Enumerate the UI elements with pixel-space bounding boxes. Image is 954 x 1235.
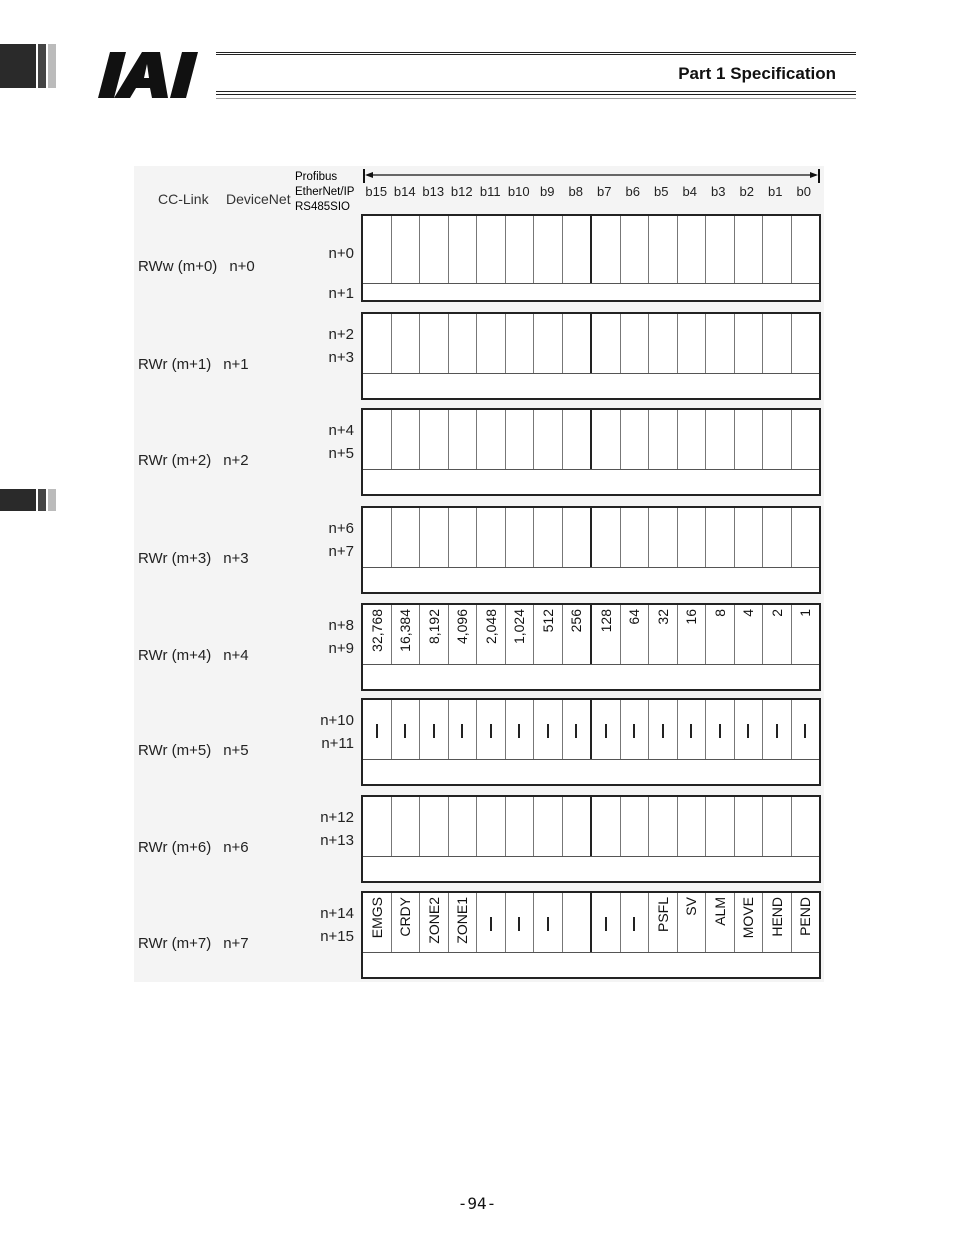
bit-cell	[448, 410, 477, 470]
row-label-cclink	[138, 647, 249, 664]
bit-cell	[533, 410, 562, 470]
bit-cell	[391, 893, 420, 953]
reserved-bit-mark	[518, 917, 520, 931]
page-header-title: Part 1 Specification	[678, 64, 836, 83]
bit-cell-label: 32	[654, 609, 671, 625]
devicenet-register: n+7	[223, 935, 249, 952]
row-label-cclink	[138, 258, 255, 275]
bit-cell	[762, 893, 791, 953]
reserved-bit-mark	[547, 917, 549, 931]
devicenet-register: n+1	[223, 356, 249, 373]
bit-cell	[391, 508, 420, 568]
bit-cell	[363, 893, 391, 953]
bit-cell	[648, 700, 677, 760]
register-word-field	[363, 952, 819, 977]
reserved-bit-mark	[547, 724, 549, 738]
bit-cell	[476, 314, 505, 374]
reserved-bit-mark	[433, 724, 435, 738]
bit-cell	[476, 700, 505, 760]
column-header-devicenet: DeviceNet	[226, 191, 291, 207]
reserved-bit-mark	[690, 724, 692, 738]
bit-cell	[734, 314, 763, 374]
bit-cell	[533, 700, 562, 760]
bit-cell	[391, 314, 420, 374]
reserved-bit-mark	[461, 724, 463, 738]
profibus-register: n+3	[328, 349, 354, 366]
bit-cell	[391, 410, 420, 470]
bit-cell	[620, 893, 649, 953]
reserved-bit-mark	[804, 724, 806, 738]
bit-cell	[419, 797, 448, 857]
bit-cell	[590, 216, 620, 284]
column-header-cclink: CC-Link	[158, 191, 209, 207]
header-rule-bottom	[216, 91, 856, 95]
row-label-cclink	[138, 550, 249, 567]
bit-cell	[448, 797, 477, 857]
register-block	[361, 214, 821, 302]
profibus-register: n+12	[320, 809, 354, 826]
bit-cell-label: 8,192	[425, 609, 442, 645]
cclink-register: RWw (m+0)	[138, 258, 218, 275]
profibus-register: n+15	[320, 928, 354, 945]
bit-cell	[620, 797, 649, 857]
profibus-register: n+4	[328, 422, 354, 439]
bit-cell	[762, 605, 791, 665]
bit-cell	[562, 797, 591, 857]
bit-cell	[419, 893, 448, 953]
bit-cell	[734, 508, 763, 568]
bit-cell-label: HEND	[768, 897, 785, 937]
bit-cell	[791, 700, 820, 760]
bit-cell	[448, 314, 477, 374]
bit-cell	[562, 700, 591, 760]
bit-cell	[533, 216, 562, 284]
bit-header-b3: b3	[711, 184, 726, 199]
devicenet-register: n+3	[223, 550, 249, 567]
bit-cell	[448, 700, 477, 760]
reserved-bit-mark	[490, 724, 492, 738]
bit-cell	[648, 893, 677, 953]
bit-cell	[590, 700, 620, 760]
register-block	[361, 795, 821, 883]
bit-header-b13: b13	[422, 184, 445, 199]
bit-cell-label: 8	[711, 609, 728, 617]
reserved-bit-mark	[404, 724, 406, 738]
reserved-bit-mark	[575, 724, 577, 738]
bit-cell	[620, 700, 649, 760]
register-word-field	[363, 567, 819, 592]
ethernetip-label: EtherNet/IP	[295, 186, 355, 198]
bit-cell	[448, 216, 477, 284]
bit-cell	[705, 605, 734, 665]
header-rule-top	[216, 52, 856, 55]
bit-cell-label: 32,768	[368, 609, 385, 652]
side-tab-marker-mid	[0, 489, 56, 511]
bit-cell	[505, 605, 534, 665]
bit-cell-label: SV	[683, 897, 700, 916]
iai-logo	[96, 50, 214, 100]
bit-cell	[590, 410, 620, 470]
bit-cell	[620, 314, 649, 374]
bit-cell	[476, 508, 505, 568]
bit-cell-label: PEND	[797, 897, 814, 936]
bit-cell	[648, 410, 677, 470]
bit-cell	[533, 508, 562, 568]
bit-header-b7: b7	[597, 184, 612, 199]
bit-cell-label: EMGS	[368, 897, 385, 939]
bit-cell	[562, 508, 591, 568]
page-number: -94-	[457, 1194, 497, 1213]
bit-cell	[562, 893, 591, 953]
bit-header-b2: b2	[739, 184, 754, 199]
devicenet-register: n+2	[223, 452, 249, 469]
bit-cell	[648, 216, 677, 284]
bit-cell	[791, 893, 820, 953]
bit-cell	[419, 508, 448, 568]
bit-cell	[620, 410, 649, 470]
bit-cell	[620, 605, 649, 665]
reserved-bit-mark	[490, 917, 492, 931]
bit-cell-label: CRDY	[397, 897, 414, 937]
cclink-register: RWr (m+6)	[138, 839, 212, 856]
bit-cell	[734, 797, 763, 857]
bit-cell	[677, 893, 706, 953]
row-label-cclink	[138, 356, 249, 373]
bit-cell	[505, 410, 534, 470]
bit-header-b11: b11	[479, 184, 501, 199]
register-word-field	[363, 856, 819, 881]
bit-cell	[791, 797, 820, 857]
bit-cell	[505, 797, 534, 857]
bit-cell	[677, 605, 706, 665]
bit-cell	[762, 508, 791, 568]
bit-cell	[363, 797, 391, 857]
bit-cell	[705, 893, 734, 953]
bit-cell	[363, 216, 391, 284]
bit-header-b0: b0	[796, 184, 811, 199]
bit-cell	[734, 893, 763, 953]
bit-cell	[533, 314, 562, 374]
rs485sio-label: RS485SIO	[295, 201, 350, 213]
profibus-label: Profibus	[295, 171, 338, 183]
bit-header-b9: b9	[540, 184, 555, 199]
bit-cell	[448, 508, 477, 568]
bit-cell	[590, 508, 620, 568]
bit-cell	[590, 314, 620, 374]
profibus-register: n+9	[328, 640, 354, 657]
devicenet-register: n+4	[223, 647, 249, 664]
bit-cell	[363, 314, 391, 374]
profibus-register: n+8	[328, 617, 354, 634]
profibus-register: n+13	[320, 832, 354, 849]
bit-cell	[590, 797, 620, 857]
bit-header-b1: b1	[768, 184, 783, 199]
bit-cell	[762, 216, 791, 284]
reserved-bit-mark	[605, 917, 607, 931]
profibus-register: n+2	[328, 326, 354, 343]
bit-cell	[505, 700, 534, 760]
bit-cell	[419, 216, 448, 284]
bit-cell	[734, 605, 763, 665]
cclink-register: RWr (m+5)	[138, 742, 212, 759]
bit-cell	[734, 216, 763, 284]
cclink-register: RWr (m+7)	[138, 935, 212, 952]
bit-cell	[590, 605, 620, 665]
devicenet-register: n+0	[229, 258, 255, 275]
bit-cell	[562, 410, 591, 470]
row-label-cclink	[138, 935, 249, 952]
bit-cell-label: ZONE1	[454, 897, 471, 944]
cclink-register: RWr (m+1)	[138, 356, 212, 373]
bit-cell	[762, 797, 791, 857]
register-block	[361, 698, 821, 786]
bit-cell	[363, 700, 391, 760]
bit-cell	[533, 893, 562, 953]
reserved-bit-mark	[605, 724, 607, 738]
profibus-register: n+14	[320, 905, 354, 922]
column-header-profibus	[295, 170, 354, 215]
bit-cell	[762, 700, 791, 760]
bit-cell	[705, 314, 734, 374]
bit-cell	[363, 605, 391, 665]
devicenet-register: n+5	[223, 742, 249, 759]
bit-range-arrow	[363, 169, 820, 183]
bit-header-b4: b4	[682, 184, 697, 199]
bit-cell	[476, 410, 505, 470]
register-block	[361, 506, 821, 594]
bit-cell-label: 512	[539, 609, 556, 633]
side-tab-marker-top	[0, 44, 56, 88]
bit-header-b6: b6	[625, 184, 640, 199]
bit-cell-label: 2	[768, 609, 785, 617]
profibus-register: n+0	[328, 245, 354, 262]
bit-cell	[791, 410, 820, 470]
reserved-bit-mark	[747, 724, 749, 738]
bit-cell	[419, 605, 448, 665]
reserved-bit-mark	[633, 917, 635, 931]
bit-cell	[677, 410, 706, 470]
bit-cell	[363, 410, 391, 470]
bit-cell-label: 2,048	[482, 609, 499, 645]
bit-cell	[391, 605, 420, 665]
bit-cell-label: 128	[597, 609, 614, 633]
bit-cell	[705, 797, 734, 857]
register-word-field	[363, 469, 819, 494]
bit-header-b5: b5	[654, 184, 669, 199]
reserved-bit-mark	[518, 724, 520, 738]
bit-cell	[562, 314, 591, 374]
bit-cell	[562, 216, 591, 284]
register-block	[361, 891, 821, 979]
bit-cell-label: 256	[568, 609, 585, 633]
bit-cell	[677, 314, 706, 374]
bit-cell-label: 64	[626, 609, 643, 625]
bit-cell	[705, 700, 734, 760]
bit-cell	[505, 314, 534, 374]
profibus-register: n+1	[328, 285, 354, 302]
bit-cell	[677, 508, 706, 568]
bit-cell	[476, 797, 505, 857]
bit-cell	[533, 605, 562, 665]
bit-cell	[677, 216, 706, 284]
register-word-field	[363, 373, 819, 398]
bit-cell	[648, 508, 677, 568]
bit-cell	[476, 605, 505, 665]
profibus-register: n+11	[321, 735, 354, 752]
bit-cell	[419, 314, 448, 374]
profibus-register: n+10	[320, 712, 354, 729]
bit-cell	[562, 605, 591, 665]
bit-cell	[391, 216, 420, 284]
bit-cell	[533, 797, 562, 857]
bit-cell	[505, 216, 534, 284]
bit-header-b10: b10	[507, 184, 530, 199]
bit-cell-label: ZONE2	[425, 897, 442, 944]
cclink-register: RWr (m+4)	[138, 647, 212, 664]
bit-cell-label: PSFL	[654, 897, 671, 933]
bit-cell	[705, 410, 734, 470]
header-rule-thin	[216, 98, 856, 99]
bit-cell	[448, 605, 477, 665]
bit-cell	[419, 700, 448, 760]
register-block	[361, 312, 821, 400]
bit-cell	[677, 700, 706, 760]
bit-cell	[762, 314, 791, 374]
register-block	[361, 603, 821, 691]
bit-cell	[791, 508, 820, 568]
bit-cell	[391, 700, 420, 760]
bit-cell	[391, 797, 420, 857]
bit-cell-label: 4	[740, 609, 757, 617]
bit-cell	[705, 216, 734, 284]
profibus-register: n+6	[328, 520, 354, 537]
row-label-cclink	[138, 742, 249, 759]
bit-cell	[363, 508, 391, 568]
bit-cell-label: ALM	[711, 897, 728, 926]
bit-cell	[620, 508, 649, 568]
register-word-field	[363, 664, 819, 689]
bit-cell-label: 16,384	[397, 609, 414, 652]
bit-cell	[505, 893, 534, 953]
reserved-bit-mark	[633, 724, 635, 738]
profibus-register: n+7	[328, 543, 354, 560]
register-word-field	[363, 283, 819, 300]
bit-header-b8: b8	[568, 184, 583, 199]
bit-cell	[791, 605, 820, 665]
register-word-field	[363, 759, 819, 784]
bit-cell-label: 1	[797, 609, 814, 617]
reserved-bit-mark	[719, 724, 721, 738]
bit-header-b12: b12	[450, 184, 473, 199]
reserved-bit-mark	[776, 724, 778, 738]
register-block	[361, 408, 821, 496]
bit-cell	[677, 797, 706, 857]
bit-cell	[590, 893, 620, 953]
bit-cell	[505, 508, 534, 568]
bit-cell	[648, 605, 677, 665]
bit-cell	[476, 893, 505, 953]
bit-cell-label: 4,096	[454, 609, 471, 645]
bit-cell	[648, 797, 677, 857]
bit-cell	[734, 700, 763, 760]
bit-cell	[705, 508, 734, 568]
bit-cell	[734, 410, 763, 470]
devicenet-register: n+6	[223, 839, 249, 856]
cclink-register: RWr (m+3)	[138, 550, 212, 567]
bit-cell	[419, 410, 448, 470]
bit-header-b15: b15	[365, 184, 388, 199]
row-label-cclink	[138, 839, 249, 856]
reserved-bit-mark	[376, 724, 378, 738]
bit-cell	[448, 893, 477, 953]
bit-cell	[648, 314, 677, 374]
bit-cell-label: 1,024	[511, 609, 528, 645]
bit-cell	[791, 216, 820, 284]
bit-cell	[620, 216, 649, 284]
cclink-register: RWr (m+2)	[138, 452, 212, 469]
bit-cell	[791, 314, 820, 374]
bit-header-b14: b14	[393, 184, 416, 199]
bit-cell	[762, 410, 791, 470]
bit-cell	[476, 216, 505, 284]
profibus-register: n+5	[328, 445, 354, 462]
reserved-bit-mark	[662, 724, 664, 738]
row-label-cclink	[138, 452, 249, 469]
bit-cell-label: MOVE	[740, 897, 757, 939]
bit-cell-label: 16	[683, 609, 700, 625]
